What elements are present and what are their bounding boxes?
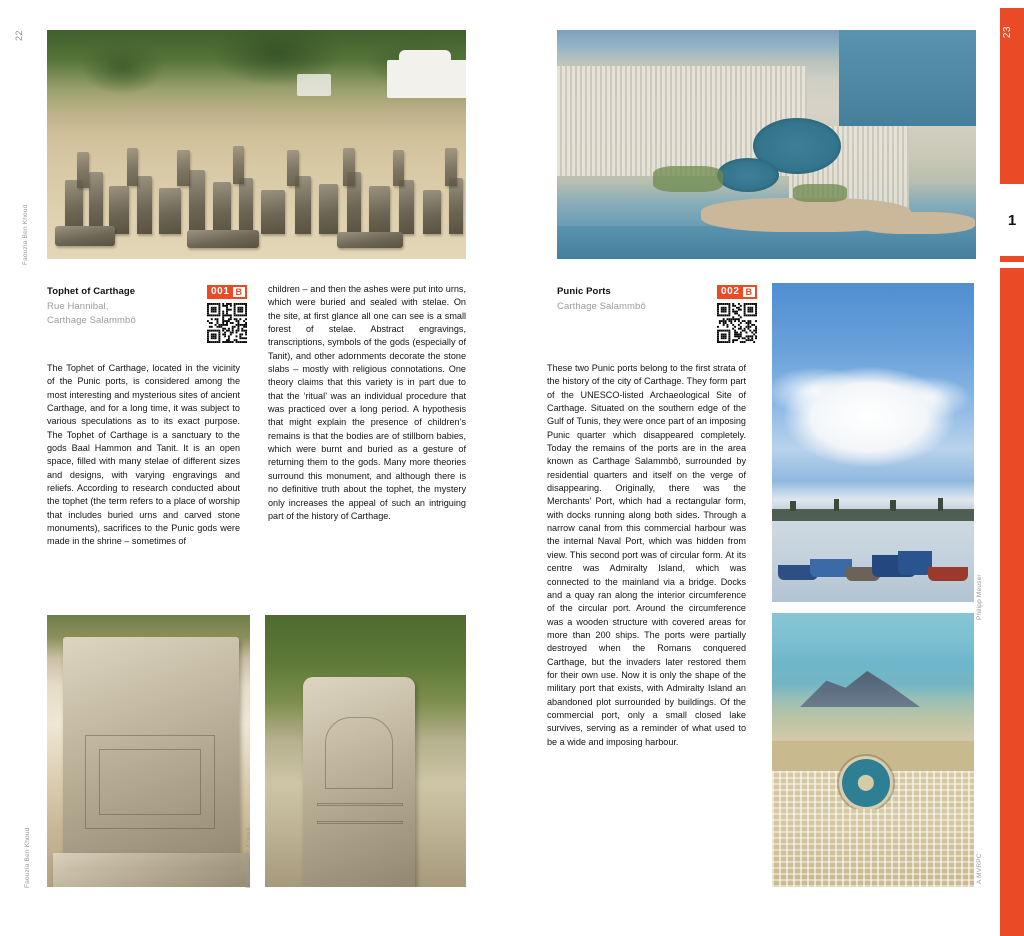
photo-stela-2 [265,615,466,887]
entry-badge-tophet [207,285,247,299]
qr-code-icon-tophet[interactable] [207,303,247,343]
photo-credit-stela-1: Faouzia Ben Khoud [24,827,31,888]
entry-title-tophet: Tophet of Carthage [47,286,136,297]
edge-tab-strip [1000,0,1024,936]
left-page-number: 22 [14,30,24,42]
entry-body-column-punic-ports: These two Punic ports belong to the first strata of the history of the city of Carthage. They form part of the UNESCO-listed Archaeological Site of Carthage. Situated on the southern edge of the Gulf of Tunis, they were once part of an imposing Punic quarter which disappeared completely. Today the remains of the ports are in the area known as Carthage Salammbô, surrounded by residential quarters and itself on the verge of disappearing. Originally, there was the Merchants’ Port, which had a rectangular form, with docks running along both sides. Through a narrow canal from this commercial harbour was the internal Naval Port, which was hidden from view. This second port was of circular form. At its centre was Admiralty Island, which was connected to the mainland via a bridge. Docks and a quay ran along the interior circumference of the circular port. Around the circumference was a wooden structure with covered areas for more than 200 ships. The ports were partially destroyed when the Romans conquered Carthage, but the invaders later restored them for their own use. Now it is only the shape of the military port that exists, with Admiralty Island an abandoned plot surrounded by buildings. Of the commercial port, only a small closed lake survives, serving as a reminder of what used to be a wide and imposing harbour. [547,363,746,747]
edge-tab-gap-lower [1000,262,1024,268]
entry-badge-letterbox-tophet [233,287,246,297]
entry-badge-letter-punic-ports: B [745,287,752,297]
chapter-tab-number[interactable]: 1 [1000,184,1024,256]
photo-credit-marina-aerial: A MVRPC [976,853,983,884]
photo-credit-stela-2: Faouzia Ben Khoud [245,827,252,888]
entry-badge-number-punic-ports: 002 [721,286,740,297]
entry-body-column-2-tophet: children – and then the ashes were put into urns, which were buried and sealed with stelae. On the site, at first glance all one can see is a small forest of stelae. Abstract engravings, transcriptions, symbols of the gods (especially of Tanit), and other adornments decorate the stone slabs – mostly with religious connotations. One theory claims that this variety is in part due to that the ‘ritual’ was an individual procedure that was practiced over a long period. A hypothesis that might explain the presence of children’s remains is that the bodies are of stillborn babies, which were burnt and buried as a gesture of returning them to the gods. Many more theories surround this monument, and although there is no definitive truth about the tophet, the mystery only increases the appeal of such an intriguing part of the history of Carthage. [268,284,466,521]
entry-badge-number-tophet: 001 [211,286,230,297]
entry-address-line1-punic-ports: Carthage Salammbô [557,301,646,312]
photo-ports-aerial [557,30,976,259]
entry-address-line2-tophet: Carthage Salammbô [47,315,136,326]
photo-stela-1 [47,615,250,887]
entry-address-line1-tophet: Rue Hannibal, [47,301,109,312]
photo-credit-lake-boats: Philipp Meuser [976,574,983,620]
edge-tab-gap-top [1000,0,1024,8]
entry-title-punic-ports: Punic Ports [557,286,611,297]
photo-credit-tophet-field: Faouzia Ben Khoud [22,204,29,265]
entry-badge-punic-ports [717,285,757,299]
photo-tophet-field [47,30,466,259]
right-page-number: 23 [1002,26,1013,39]
qr-code-icon-punic-ports[interactable] [717,303,757,343]
entry-body-column-1-tophet: The Tophet of Carthage, located in the vicinity of the Punic ports, is considered among the most interesting and mysterious sites of ancient Carthage, and for a long time, it was subject to various speculations as to its exact purpose. The Tophet of Carthage is a sanctuary to the gods Baal Hammon and Tanit. It is an open space, filled with many stelae of different sizes and designs, with varying engravings and reliefs. According to research conducted about the tophet (the term refers to a place of worship that includes buried urns and carved stone monuments), sacrifices to the Punic gods were made in the shrine – sometimes of [47,363,240,547]
photo-marina-aerial [772,613,974,887]
entry-badge-letterbox-punic-ports [743,287,756,297]
entry-badge-letter-tophet: B [235,287,242,297]
photo-lake-boats [772,283,974,602]
